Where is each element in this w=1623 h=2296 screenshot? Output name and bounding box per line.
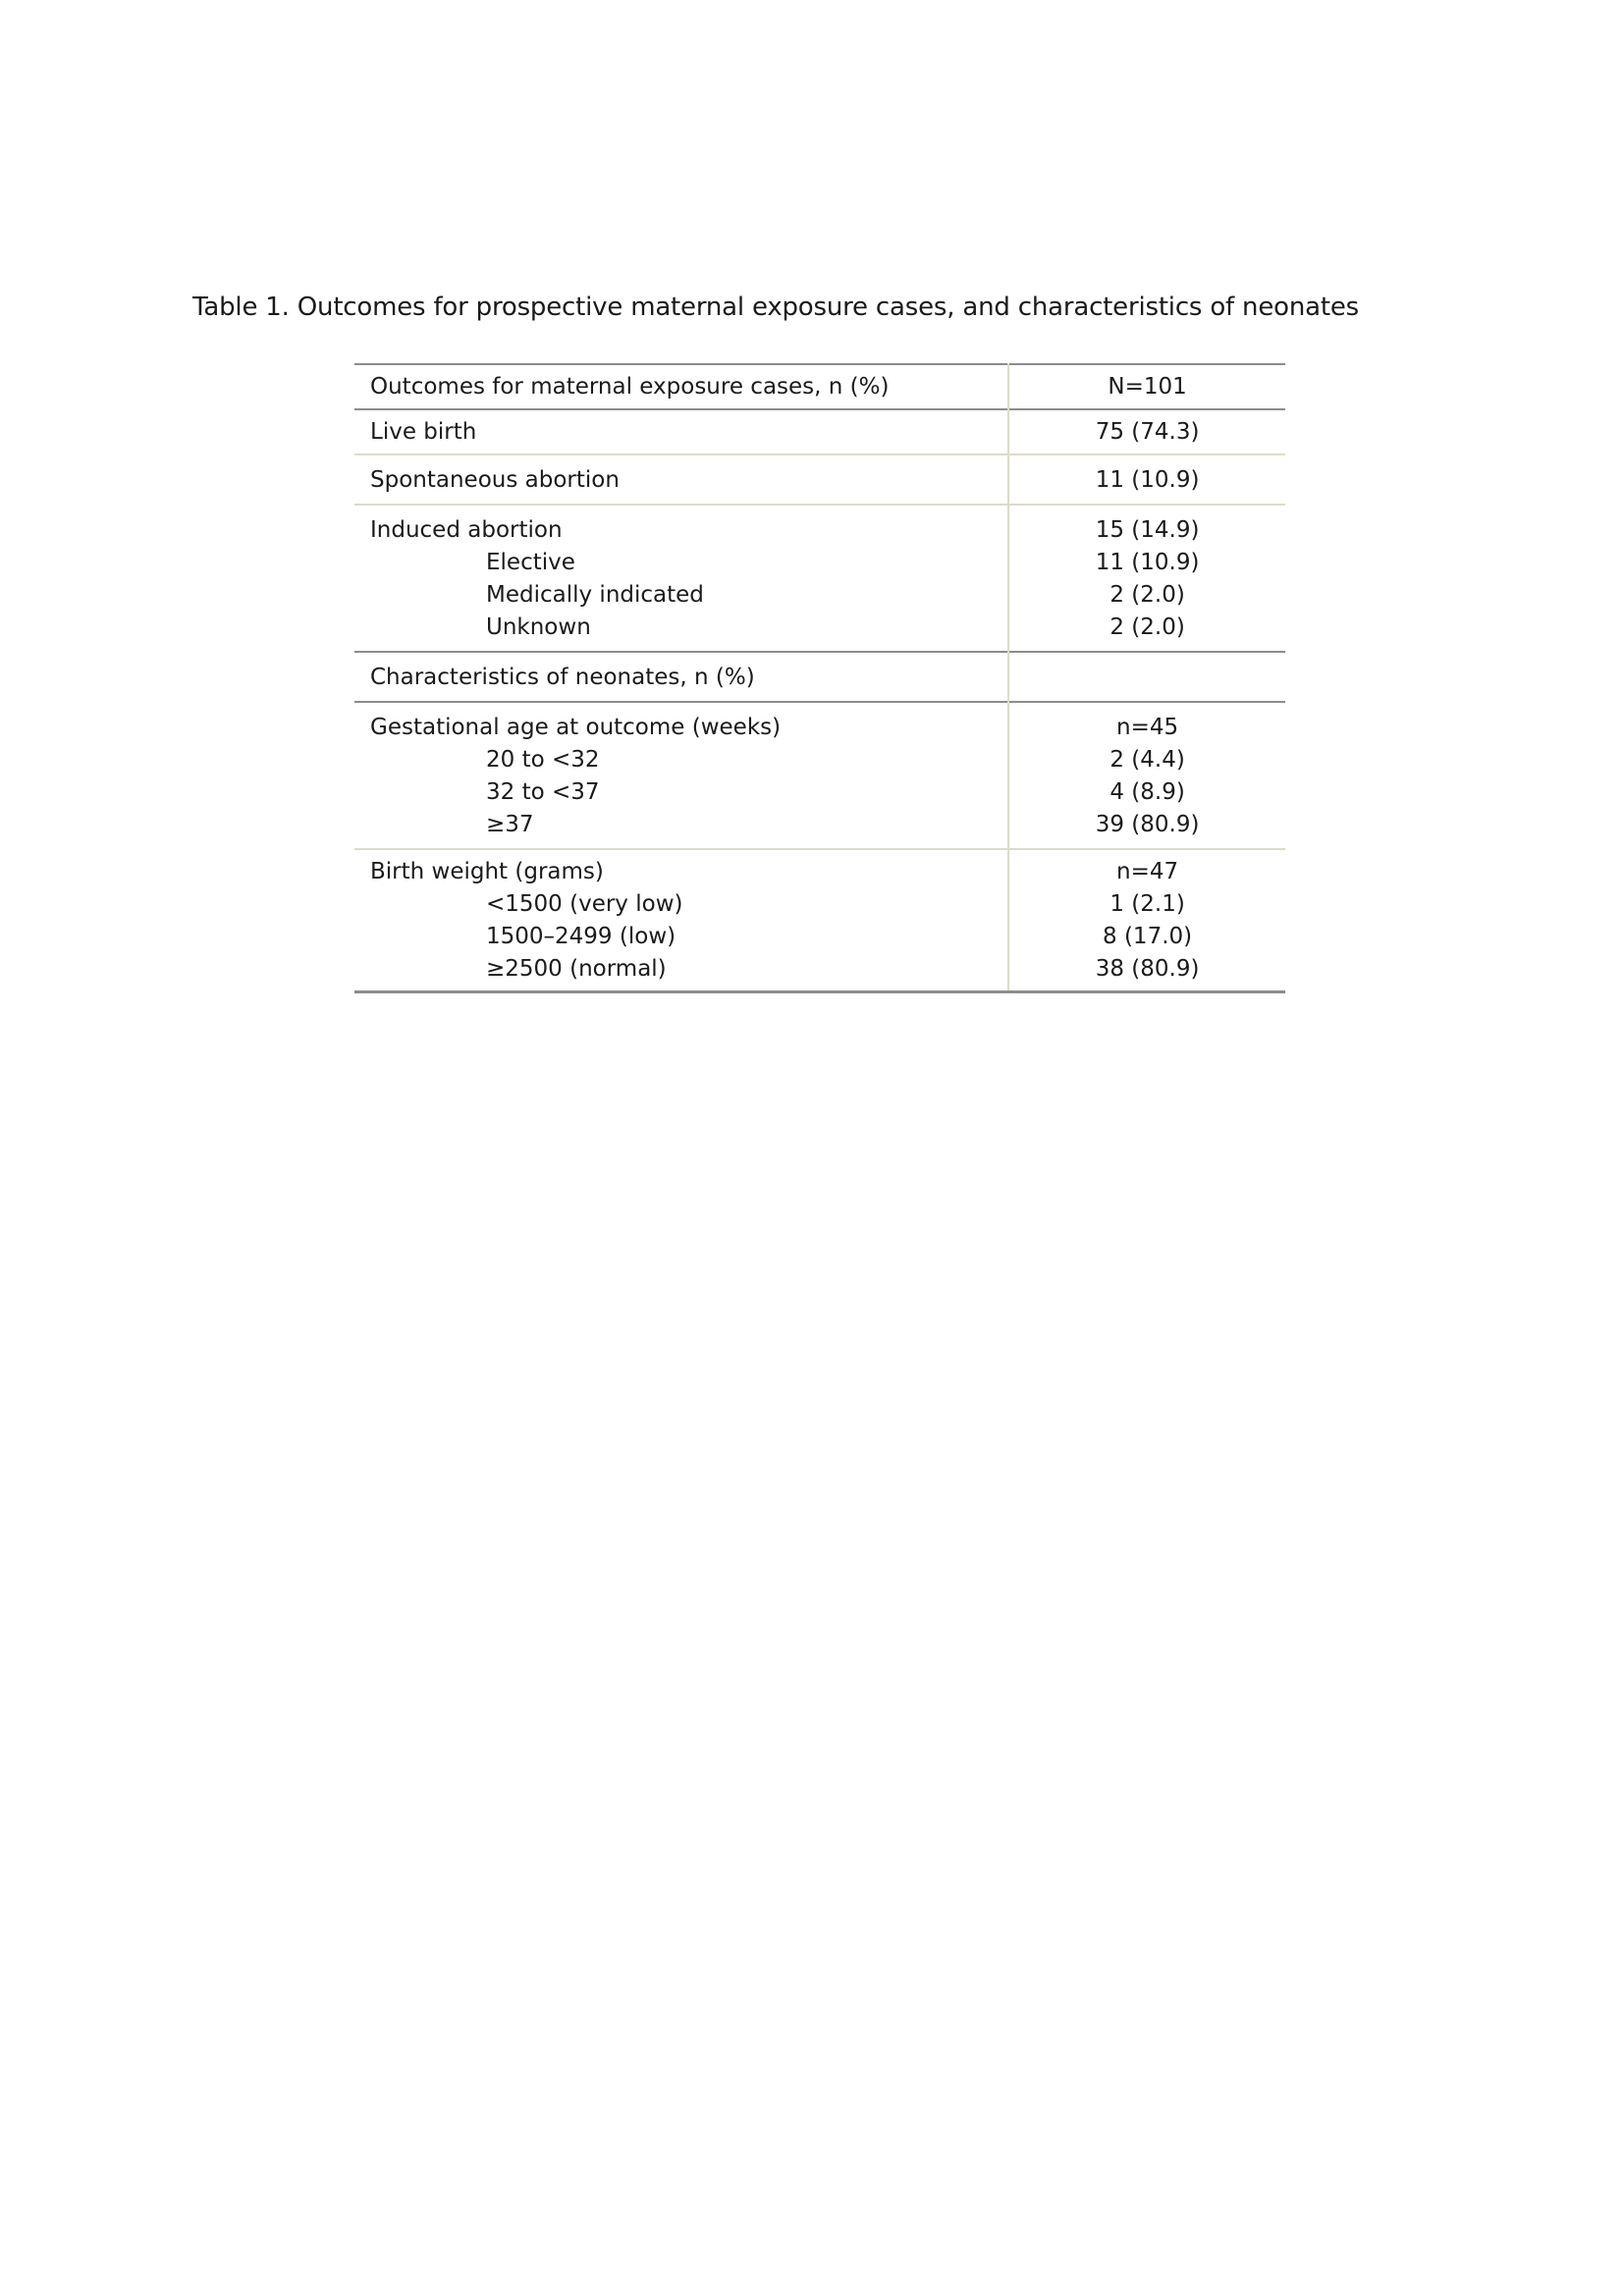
live-birth-value: 75 (74.3) xyxy=(1008,409,1285,454)
neonates-header-label: Characteristics of neonates, n (%) xyxy=(354,652,1008,702)
ga-20-32-label: 20 to <32 xyxy=(486,747,600,773)
unknown-label: Unknown xyxy=(486,614,591,640)
gestational-age-value: n=45 xyxy=(1116,715,1179,740)
table-caption: Table 1. Outcomes for prospective maternal exposure cases, and characteristics of neonates xyxy=(192,293,1359,322)
gestational-age-values xyxy=(1008,702,1285,849)
bw-normal-value: 38 (80.9) xyxy=(1095,956,1200,982)
gestational-age-label: Gestational age at outcome (weeks) xyxy=(370,715,782,740)
ga-37-value: 39 (80.9) xyxy=(1095,812,1200,837)
bw-low-label: 1500–2499 (low) xyxy=(486,924,676,949)
table-row xyxy=(354,849,1285,992)
bw-low-value: 8 (17.0) xyxy=(1103,924,1193,949)
live-birth-label: Live birth xyxy=(354,409,1008,454)
birth-weight-values xyxy=(1008,849,1285,992)
induced-abortion-label: Induced abortion xyxy=(370,517,563,543)
birth-weight-label: Birth weight (grams) xyxy=(370,859,604,884)
outcomes-table xyxy=(354,363,1285,993)
table-row xyxy=(354,409,1285,454)
spontaneous-abortion-label: Spontaneous abortion xyxy=(354,454,1008,505)
elective-label: Elective xyxy=(486,550,575,575)
ga-20-32-value: 2 (4.4) xyxy=(1109,747,1185,773)
bw-very-low-value: 1 (2.1) xyxy=(1109,891,1185,917)
induced-abortion-labels xyxy=(354,505,1008,652)
birth-weight-value: n=47 xyxy=(1116,859,1179,884)
bw-normal-label: ≥2500 (normal) xyxy=(486,956,667,982)
neonates-header-value xyxy=(1008,652,1285,702)
table-row xyxy=(354,505,1285,652)
gestational-age-labels xyxy=(354,702,1008,849)
table-row xyxy=(354,702,1285,849)
header-label: Outcomes for maternal exposure cases, n (%) xyxy=(354,364,1008,409)
ga-32-37-label: 32 to <37 xyxy=(486,779,600,805)
header-value: N=101 xyxy=(1008,364,1285,409)
table-row xyxy=(354,454,1285,505)
spontaneous-abortion-value: 11 (10.9) xyxy=(1008,454,1285,505)
unknown-value: 2 (2.0) xyxy=(1109,614,1185,640)
table-header-row xyxy=(354,364,1285,409)
induced-abortion-values xyxy=(1008,505,1285,652)
bw-very-low-label: <1500 (very low) xyxy=(486,891,683,917)
elective-value: 11 (10.9) xyxy=(1095,550,1200,575)
neonates-section-row xyxy=(354,652,1285,702)
ga-32-37-value: 4 (8.9) xyxy=(1109,779,1185,805)
medically-indicated-value: 2 (2.0) xyxy=(1109,582,1185,608)
medically-indicated-label: Medically indicated xyxy=(486,582,704,608)
ga-37-label: ≥37 xyxy=(486,812,534,837)
induced-abortion-value: 15 (14.9) xyxy=(1095,517,1200,543)
birth-weight-labels xyxy=(354,849,1008,992)
